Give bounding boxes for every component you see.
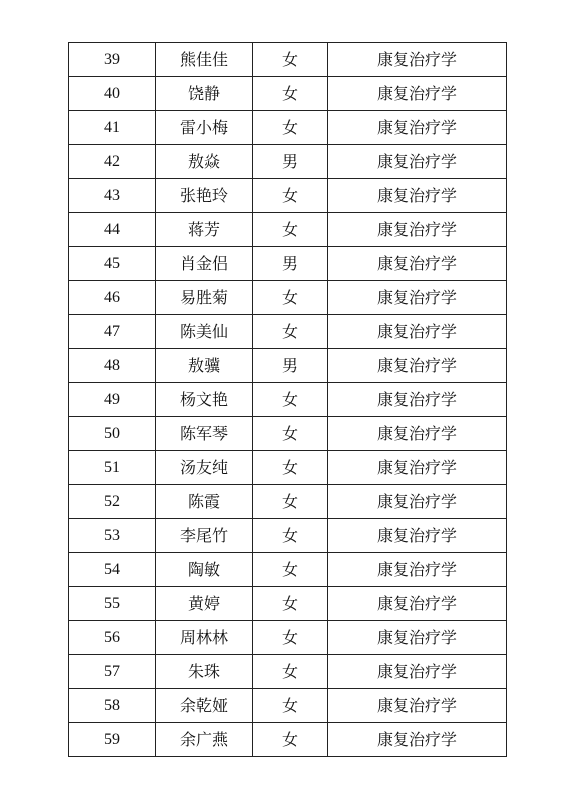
roster-table-body — [69, 43, 507, 757]
gender-cell: 男 — [253, 145, 328, 179]
major-cell: 康复治疗学 — [328, 417, 507, 451]
major-cell: 康复治疗学 — [328, 451, 507, 485]
table-row — [69, 111, 507, 145]
major-cell: 康复治疗学 — [328, 587, 507, 621]
major-cell: 康复治疗学 — [328, 553, 507, 587]
table-row — [69, 383, 507, 417]
major-cell: 康复治疗学 — [328, 179, 507, 213]
gender-cell: 女 — [253, 587, 328, 621]
row-number-cell: 51 — [69, 451, 156, 485]
major-cell: 康复治疗学 — [328, 621, 507, 655]
row-number-cell: 47 — [69, 315, 156, 349]
row-number-cell: 54 — [69, 553, 156, 587]
student-name-cell: 易胜菊 — [156, 281, 253, 315]
student-name-cell: 饶静 — [156, 77, 253, 111]
major-cell: 康复治疗学 — [328, 43, 507, 77]
major-cell: 康复治疗学 — [328, 689, 507, 723]
row-number-cell: 44 — [69, 213, 156, 247]
row-number-cell: 41 — [69, 111, 156, 145]
student-name-cell: 朱珠 — [156, 655, 253, 689]
major-cell: 康复治疗学 — [328, 655, 507, 689]
gender-cell: 女 — [253, 723, 328, 757]
row-number-cell: 50 — [69, 417, 156, 451]
row-number-cell: 53 — [69, 519, 156, 553]
row-number-cell: 46 — [69, 281, 156, 315]
table-row — [69, 213, 507, 247]
gender-cell: 女 — [253, 553, 328, 587]
row-number-cell: 55 — [69, 587, 156, 621]
row-number-cell: 56 — [69, 621, 156, 655]
major-cell: 康复治疗学 — [328, 145, 507, 179]
row-number-cell: 42 — [69, 145, 156, 179]
gender-cell: 女 — [253, 451, 328, 485]
student-name-cell: 黄婷 — [156, 587, 253, 621]
student-name-cell: 雷小梅 — [156, 111, 253, 145]
row-number-cell: 43 — [69, 179, 156, 213]
student-name-cell: 余广燕 — [156, 723, 253, 757]
major-cell: 康复治疗学 — [328, 723, 507, 757]
table-row — [69, 723, 507, 757]
gender-cell: 女 — [253, 281, 328, 315]
student-name-cell: 肖金侣 — [156, 247, 253, 281]
row-number-cell: 40 — [69, 77, 156, 111]
row-number-cell: 59 — [69, 723, 156, 757]
student-name-cell: 蒋芳 — [156, 213, 253, 247]
table-row — [69, 145, 507, 179]
gender-cell: 女 — [253, 621, 328, 655]
table-row — [69, 519, 507, 553]
major-cell: 康复治疗学 — [328, 213, 507, 247]
student-name-cell: 李尾竹 — [156, 519, 253, 553]
table-row — [69, 621, 507, 655]
row-number-cell: 52 — [69, 485, 156, 519]
major-cell: 康复治疗学 — [328, 519, 507, 553]
table-row — [69, 349, 507, 383]
gender-cell: 女 — [253, 111, 328, 145]
table-row — [69, 247, 507, 281]
major-cell: 康复治疗学 — [328, 485, 507, 519]
gender-cell: 女 — [253, 77, 328, 111]
row-number-cell: 57 — [69, 655, 156, 689]
major-cell: 康复治疗学 — [328, 77, 507, 111]
row-number-cell: 58 — [69, 689, 156, 723]
table-row — [69, 655, 507, 689]
student-name-cell: 陈霞 — [156, 485, 253, 519]
student-name-cell: 陈军琴 — [156, 417, 253, 451]
table-row — [69, 451, 507, 485]
table-row — [69, 587, 507, 621]
major-cell: 康复治疗学 — [328, 281, 507, 315]
gender-cell: 女 — [253, 213, 328, 247]
table-row — [69, 315, 507, 349]
student-name-cell: 汤友纯 — [156, 451, 253, 485]
gender-cell: 男 — [253, 247, 328, 281]
gender-cell: 女 — [253, 417, 328, 451]
student-name-cell: 陶敏 — [156, 553, 253, 587]
gender-cell: 女 — [253, 485, 328, 519]
student-name-cell: 杨文艳 — [156, 383, 253, 417]
major-cell: 康复治疗学 — [328, 383, 507, 417]
gender-cell: 女 — [253, 383, 328, 417]
row-number-cell: 45 — [69, 247, 156, 281]
row-number-cell: 48 — [69, 349, 156, 383]
table-row — [69, 43, 507, 77]
gender-cell: 女 — [253, 179, 328, 213]
student-name-cell: 敖焱 — [156, 145, 253, 179]
major-cell: 康复治疗学 — [328, 349, 507, 383]
gender-cell: 女 — [253, 315, 328, 349]
student-name-cell: 熊佳佳 — [156, 43, 253, 77]
major-cell: 康复治疗学 — [328, 111, 507, 145]
row-number-cell: 49 — [69, 383, 156, 417]
gender-cell: 女 — [253, 43, 328, 77]
gender-cell: 女 — [253, 655, 328, 689]
student-name-cell: 周林林 — [156, 621, 253, 655]
student-roster-table — [68, 42, 507, 757]
gender-cell: 女 — [253, 519, 328, 553]
table-row — [69, 417, 507, 451]
table-row — [69, 689, 507, 723]
major-cell: 康复治疗学 — [328, 315, 507, 349]
table-row — [69, 553, 507, 587]
table-row — [69, 281, 507, 315]
gender-cell: 男 — [253, 349, 328, 383]
student-name-cell: 张艳玲 — [156, 179, 253, 213]
student-name-cell: 敖骥 — [156, 349, 253, 383]
student-name-cell: 陈美仙 — [156, 315, 253, 349]
student-name-cell: 余乾娅 — [156, 689, 253, 723]
table-row — [69, 485, 507, 519]
table-row — [69, 77, 507, 111]
gender-cell: 女 — [253, 689, 328, 723]
row-number-cell: 39 — [69, 43, 156, 77]
table-row — [69, 179, 507, 213]
major-cell: 康复治疗学 — [328, 247, 507, 281]
